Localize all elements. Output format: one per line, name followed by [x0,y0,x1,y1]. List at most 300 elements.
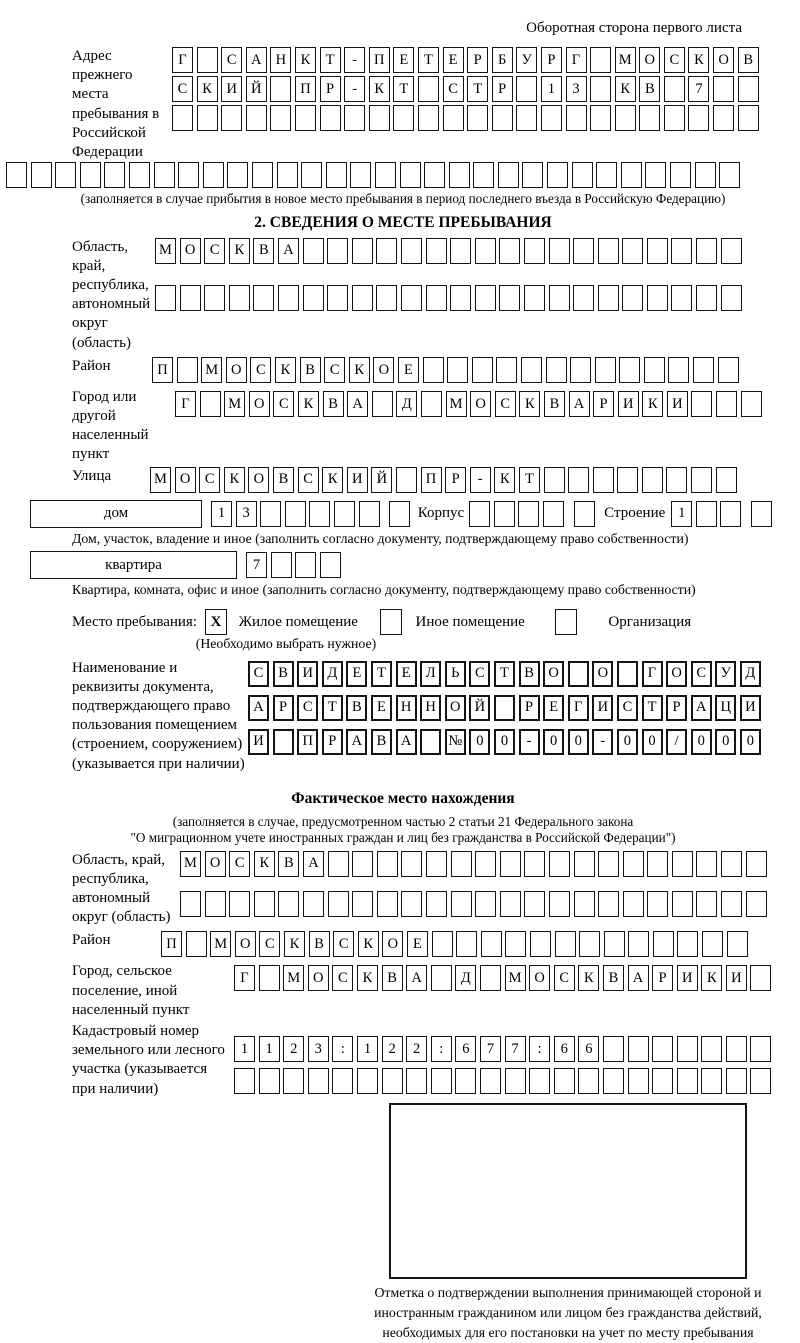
char-box[interactable] [524,891,545,917]
char-box[interactable] [746,851,767,877]
char-box[interactable] [524,238,545,264]
char-box[interactable] [480,1068,501,1094]
char-box[interactable] [376,238,397,264]
char-box[interactable] [544,467,565,493]
char-box[interactable]: В [603,965,624,991]
char-box[interactable] [253,285,274,311]
char-box[interactable] [259,1068,280,1094]
char-box[interactable] [696,238,717,264]
char-box[interactable]: А [628,965,649,991]
char-box[interactable]: Р [273,695,294,721]
char-box[interactable] [393,105,414,131]
char-box[interactable] [738,76,759,102]
char-box[interactable] [741,391,762,417]
char-box[interactable]: К [197,76,218,102]
char-box[interactable] [80,162,101,188]
char-box[interactable] [401,891,422,917]
char-box[interactable]: 7 [246,552,267,578]
char-box[interactable]: В [738,47,759,73]
char-box[interactable] [696,891,717,917]
char-box[interactable]: С [469,661,490,687]
char-box[interactable] [380,609,402,635]
char-box[interactable]: Д [396,391,417,417]
char-box[interactable] [327,238,348,264]
char-box[interactable]: С [443,76,464,102]
char-box[interactable] [746,891,767,917]
char-box[interactable]: С [664,47,685,73]
char-box[interactable]: Г [566,47,587,73]
char-box[interactable] [498,162,519,188]
char-box[interactable] [308,1068,329,1094]
char-box[interactable]: Р [320,76,341,102]
char-box[interactable] [352,891,373,917]
char-box[interactable]: К [615,76,636,102]
char-box[interactable]: К [701,965,722,991]
char-box[interactable] [530,931,551,957]
char-box[interactable] [547,162,568,188]
char-box[interactable]: С [333,931,354,957]
char-box[interactable] [455,1068,476,1094]
char-box[interactable] [713,105,734,131]
char-box[interactable]: Р [467,47,488,73]
char-box[interactable] [623,891,644,917]
char-box[interactable]: А [691,695,712,721]
char-box[interactable] [573,238,594,264]
char-box[interactable] [259,965,280,991]
char-box[interactable] [180,891,201,917]
char-box[interactable] [670,162,691,188]
char-box[interactable] [357,1068,378,1094]
char-box[interactable]: О [592,661,613,687]
char-box[interactable] [598,238,619,264]
char-box[interactable] [6,162,27,188]
char-box[interactable] [332,1068,353,1094]
char-box[interactable] [432,931,453,957]
char-box[interactable]: О [373,357,394,383]
char-box[interactable] [303,238,324,264]
char-box[interactable] [617,661,638,687]
char-box[interactable]: Т [322,695,343,721]
char-box[interactable] [590,76,611,102]
char-box[interactable] [278,285,299,311]
char-box[interactable]: В [278,851,299,877]
char-box[interactable] [688,105,709,131]
doc-row-3[interactable] [248,729,764,755]
char-box[interactable] [579,931,600,957]
char-box[interactable] [666,467,687,493]
char-box[interactable]: С [273,391,294,417]
char-box[interactable] [590,47,611,73]
char-box[interactable]: Е [396,661,417,687]
char-box[interactable] [352,238,373,264]
char-box[interactable] [467,105,488,131]
char-box[interactable] [549,851,570,877]
house-row[interactable] [211,501,414,527]
char-box[interactable]: А [396,729,417,755]
char-box[interactable] [677,1068,698,1094]
char-box[interactable]: Г [642,661,663,687]
char-box[interactable] [426,891,447,917]
char-box[interactable]: А [246,47,267,73]
char-box[interactable] [278,891,299,917]
char-box[interactable]: С [617,695,638,721]
char-box[interactable] [221,105,242,131]
char-box[interactable] [671,285,692,311]
char-box[interactable]: А [278,238,299,264]
char-box[interactable] [628,931,649,957]
char-box[interactable] [328,851,349,877]
char-box[interactable] [178,162,199,188]
char-box[interactable] [418,76,439,102]
char-box[interactable] [598,851,619,877]
char-box[interactable]: Е [407,931,428,957]
char-box[interactable] [492,105,513,131]
char-box[interactable] [622,238,643,264]
char-box[interactable] [154,162,175,188]
char-box[interactable]: 2 [382,1036,403,1062]
char-box[interactable]: П [421,467,442,493]
char-box[interactable]: 0 [494,729,515,755]
char-box[interactable]: И [248,729,269,755]
char-box[interactable]: О [205,851,226,877]
char-box[interactable] [751,501,772,527]
char-box[interactable] [701,1068,722,1094]
char-box[interactable]: - [592,729,613,755]
char-box[interactable] [721,851,742,877]
char-box[interactable] [344,105,365,131]
char-box[interactable] [172,105,193,131]
char-box[interactable] [529,1068,550,1094]
char-box[interactable] [389,501,410,527]
stay-region-row-2[interactable] [155,285,745,311]
char-box[interactable] [595,357,616,383]
char-box[interactable] [720,501,741,527]
char-box[interactable] [295,552,316,578]
char-box[interactable] [721,891,742,917]
char-box[interactable] [642,467,663,493]
char-box[interactable] [155,285,176,311]
char-box[interactable]: И [618,391,639,417]
char-box[interactable]: - [519,729,540,755]
char-box[interactable] [424,162,445,188]
prev-address-row-2[interactable] [172,76,762,102]
char-box[interactable]: А [303,851,324,877]
actual-city-row[interactable] [234,965,775,991]
char-box[interactable]: Р [519,695,540,721]
char-box[interactable]: К [254,851,275,877]
char-box[interactable]: Д [322,661,343,687]
char-box[interactable]: К [688,47,709,73]
char-box[interactable] [671,238,692,264]
char-box[interactable]: С [297,695,318,721]
char-box[interactable] [320,105,341,131]
char-box[interactable] [271,552,292,578]
doc-row-2[interactable] [248,695,764,721]
char-box[interactable]: Р [666,695,687,721]
char-box[interactable] [450,238,471,264]
char-box[interactable]: К [298,391,319,417]
char-box[interactable]: - [470,467,491,493]
char-box[interactable] [505,1068,526,1094]
char-box[interactable]: 0 [642,729,663,755]
char-box[interactable] [309,501,330,527]
char-box[interactable]: О [248,467,269,493]
char-box[interactable]: Т [494,661,515,687]
char-box[interactable] [716,391,737,417]
char-box[interactable] [303,891,324,917]
prev-address-row-4[interactable] [6,162,800,188]
stay-district-row[interactable] [152,357,742,383]
char-box[interactable] [615,105,636,131]
char-box[interactable] [449,162,470,188]
char-box[interactable] [639,105,660,131]
char-box[interactable] [426,238,447,264]
char-box[interactable]: 0 [691,729,712,755]
char-box[interactable]: С [229,851,250,877]
char-box[interactable]: 7 [505,1036,526,1062]
char-box[interactable] [480,965,501,991]
char-box[interactable]: А [406,965,427,991]
char-box[interactable]: Р [322,729,343,755]
char-box[interactable]: П [297,729,318,755]
char-box[interactable]: 1 [357,1036,378,1062]
char-box[interactable] [283,1068,304,1094]
char-box[interactable] [229,891,250,917]
char-box[interactable]: О [445,695,466,721]
char-box[interactable] [702,931,723,957]
char-box[interactable] [423,357,444,383]
char-box[interactable] [727,931,748,957]
char-box[interactable] [473,162,494,188]
char-box[interactable] [295,105,316,131]
char-box[interactable] [200,391,221,417]
char-box[interactable] [691,391,712,417]
char-box[interactable]: Т [320,47,341,73]
char-box[interactable] [31,162,52,188]
char-box[interactable]: У [516,47,537,73]
char-box[interactable] [229,285,250,311]
char-box[interactable] [568,661,589,687]
char-box[interactable]: М [224,391,245,417]
char-box[interactable] [401,285,422,311]
char-box[interactable] [691,467,712,493]
char-box[interactable] [451,851,472,877]
char-box[interactable] [647,891,668,917]
char-box[interactable]: В [309,931,330,957]
char-box[interactable] [738,105,759,131]
char-box[interactable]: 1 [211,501,232,527]
char-box[interactable]: И [726,965,747,991]
char-box[interactable] [352,285,373,311]
char-box[interactable]: 0 [568,729,589,755]
char-box[interactable] [543,501,564,527]
char-box[interactable]: Т [418,47,439,73]
char-box[interactable]: О [308,965,329,991]
char-box[interactable] [227,162,248,188]
char-box[interactable]: О [543,661,564,687]
char-box[interactable]: А [346,729,367,755]
char-box[interactable]: К [229,238,250,264]
char-box[interactable] [622,285,643,311]
char-box[interactable]: И [667,391,688,417]
char-box[interactable] [350,162,371,188]
char-box[interactable]: Д [740,661,761,687]
char-box[interactable] [664,76,685,102]
char-box[interactable] [721,285,742,311]
char-box[interactable]: К [295,47,316,73]
char-box[interactable]: М [180,851,201,877]
char-box[interactable] [246,105,267,131]
char-box[interactable]: Е [346,661,367,687]
char-box[interactable]: В [382,965,403,991]
actual-district-row[interactable] [161,931,751,957]
char-box[interactable] [303,285,324,311]
char-box[interactable]: С [259,931,280,957]
char-box[interactable]: С [691,661,712,687]
char-box[interactable]: О [529,965,550,991]
char-box[interactable] [621,162,642,188]
char-box[interactable]: К [275,357,296,383]
char-box[interactable] [469,501,490,527]
char-box[interactable] [377,851,398,877]
char-box[interactable] [252,162,273,188]
char-box[interactable]: П [369,47,390,73]
char-box[interactable] [716,467,737,493]
char-box[interactable]: И [740,695,761,721]
char-box[interactable]: Т [393,76,414,102]
char-box[interactable] [197,47,218,73]
char-box[interactable] [499,285,520,311]
char-box[interactable] [652,1068,673,1094]
char-box[interactable] [578,1068,599,1094]
char-box[interactable] [426,285,447,311]
korpus-row[interactable] [469,501,598,527]
char-box[interactable]: С [250,357,271,383]
char-box[interactable]: А [248,695,269,721]
char-box[interactable]: С [248,661,269,687]
char-box[interactable] [573,285,594,311]
char-box[interactable]: Е [543,695,564,721]
char-box[interactable] [693,357,714,383]
apartment-row[interactable] [246,552,344,578]
char-box[interactable] [327,285,348,311]
char-box[interactable]: М [210,931,231,957]
char-box[interactable] [695,162,716,188]
char-box[interactable]: Е [398,357,419,383]
char-box[interactable]: М [615,47,636,73]
char-box[interactable]: : [332,1036,353,1062]
char-box[interactable] [376,285,397,311]
char-box[interactable]: В [346,695,367,721]
char-box[interactable]: О [175,467,196,493]
char-box[interactable] [352,851,373,877]
char-box[interactable]: Т [642,695,663,721]
char-box[interactable]: 1 [234,1036,255,1062]
char-box[interactable]: Л [420,661,441,687]
char-box[interactable]: К [642,391,663,417]
char-box[interactable] [726,1036,747,1062]
char-box[interactable]: 0 [715,729,736,755]
char-box[interactable]: В [273,661,294,687]
char-box[interactable]: В [639,76,660,102]
char-box[interactable] [644,357,665,383]
prev-address-row-3[interactable] [172,105,762,131]
char-box[interactable]: Й [246,76,267,102]
char-box[interactable]: П [152,357,173,383]
char-box[interactable] [701,1036,722,1062]
char-box[interactable] [672,851,693,877]
char-box[interactable] [186,931,207,957]
char-box[interactable] [270,76,291,102]
char-box[interactable]: М [155,238,176,264]
char-box[interactable] [129,162,150,188]
char-box[interactable]: О [382,931,403,957]
char-box[interactable]: О [226,357,247,383]
char-box[interactable]: С [495,391,516,417]
char-box[interactable]: К [224,467,245,493]
char-box[interactable] [205,891,226,917]
char-box[interactable]: 0 [543,729,564,755]
char-box[interactable] [598,285,619,311]
char-box[interactable] [647,851,668,877]
char-box[interactable]: М [150,467,171,493]
char-box[interactable]: О [713,47,734,73]
char-box[interactable]: С [199,467,220,493]
char-box[interactable] [418,105,439,131]
char-box[interactable]: Й [469,695,490,721]
char-box[interactable] [598,891,619,917]
char-box[interactable]: О [666,661,687,687]
char-box[interactable]: Г [234,965,255,991]
char-box[interactable]: 7 [480,1036,501,1062]
char-box[interactable] [270,105,291,131]
char-box[interactable] [472,357,493,383]
char-box[interactable]: 3 [236,501,257,527]
char-box[interactable]: 1 [541,76,562,102]
char-box[interactable] [285,501,306,527]
char-box[interactable]: К [284,931,305,957]
char-box[interactable] [431,1068,452,1094]
char-box[interactable]: О [249,391,270,417]
char-box[interactable] [549,285,570,311]
char-box[interactable] [524,285,545,311]
char-box[interactable] [623,851,644,877]
char-box[interactable]: С [221,47,242,73]
char-box[interactable] [326,162,347,188]
char-box[interactable] [668,357,689,383]
char-box[interactable]: Е [443,47,464,73]
char-box[interactable] [55,162,76,188]
char-box[interactable] [396,467,417,493]
char-box[interactable] [475,891,496,917]
char-box[interactable] [456,931,477,957]
char-box[interactable]: К [349,357,370,383]
char-box[interactable]: 1 [259,1036,280,1062]
char-box[interactable]: Н [270,47,291,73]
char-box[interactable] [549,238,570,264]
char-box[interactable] [604,931,625,957]
char-box[interactable] [677,1036,698,1062]
char-box[interactable] [522,162,543,188]
char-box[interactable] [672,891,693,917]
char-box[interactable] [372,391,393,417]
char-box[interactable] [750,1068,771,1094]
char-box[interactable]: : [431,1036,452,1062]
char-box[interactable] [555,931,576,957]
char-box[interactable] [234,1068,255,1094]
char-box[interactable] [593,467,614,493]
char-box[interactable]: У [715,661,736,687]
